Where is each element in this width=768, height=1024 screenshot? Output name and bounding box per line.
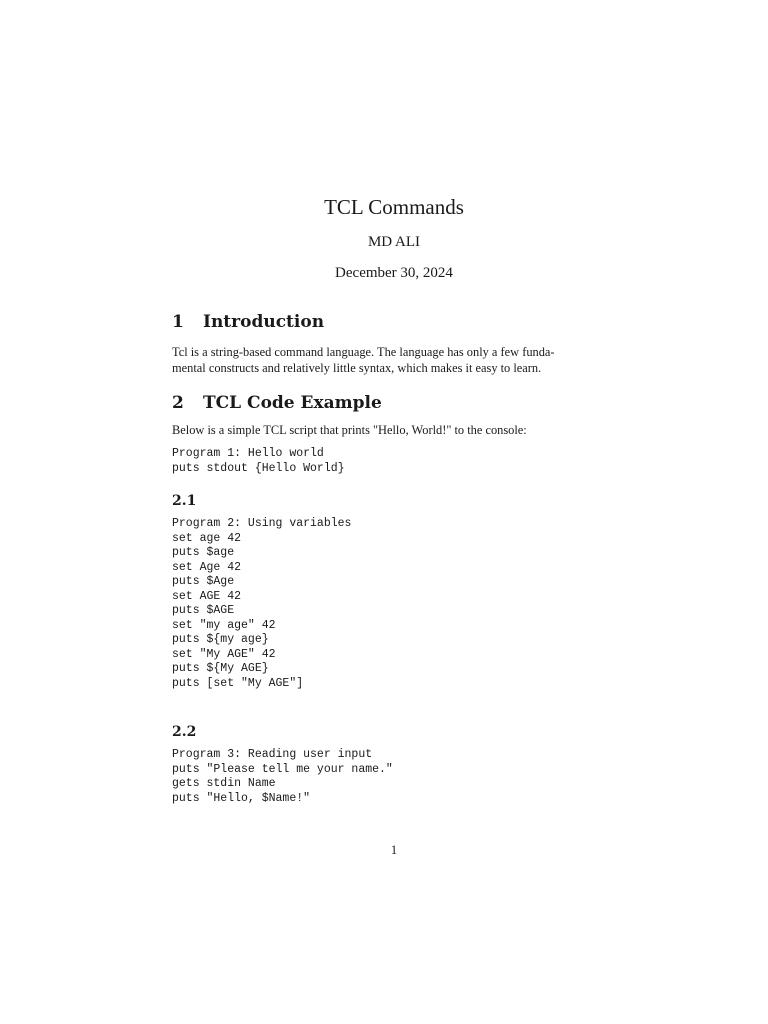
section-title: Introduction <box>203 312 325 332</box>
code-line: set "my age" 42 <box>172 618 276 632</box>
code-example-paragraph <box>172 422 618 438</box>
section-number: 2 <box>172 393 184 413</box>
code-line: puts "Hello, $Name!" <box>172 791 311 805</box>
section-title: TCL Code Example <box>203 393 382 413</box>
code-block-program-2 <box>172 517 351 691</box>
code-line: puts [set "My AGE"] <box>172 676 304 690</box>
code-line: set "My AGE" 42 <box>172 647 276 661</box>
paragraph-line: mental constructs and relatively little syntax, which makes it easy to learn. <box>172 361 542 375</box>
code-line: puts $Age <box>172 575 235 588</box>
introduction-paragraph <box>172 344 618 376</box>
section-heading-tcl-code-example <box>172 392 382 414</box>
subsection-heading-2-2: 2.2 <box>172 724 197 740</box>
paragraph-line: Below is a simple TCL script that prints "Hello, World!" to the console: <box>172 423 527 437</box>
section-heading-introduction <box>172 311 324 333</box>
paragraph-line: Tcl is a string-based command language. The language has only a few funda- <box>172 345 555 359</box>
code-line: Program 2: Using variables <box>172 517 352 530</box>
code-line: puts "Please tell me your name." <box>172 762 393 776</box>
code-line: puts $AGE <box>172 604 235 617</box>
code-line: Program 1: Hello world <box>172 447 324 460</box>
code-line: puts ${My AGE} <box>172 662 269 675</box>
code-line: puts ${my age} <box>172 633 269 646</box>
code-line: set AGE 42 <box>172 589 242 603</box>
document-author: MD ALI <box>367 234 421 250</box>
code-line: puts stdout {Hello World} <box>172 461 345 475</box>
code-line: puts $age <box>172 546 235 559</box>
code-block-program-3 <box>172 748 393 806</box>
code-line: gets stdin Name <box>172 777 276 790</box>
code-block-program-1 <box>172 447 345 476</box>
document-title: TCL Commands <box>324 195 464 219</box>
document-date: December 30, 2024 <box>335 265 453 281</box>
code-line: set age 42 <box>172 531 242 545</box>
code-line: Program 3: Reading user input <box>172 748 373 761</box>
subsection-heading-2-1: 2.1 <box>172 493 197 509</box>
section-number: 1 <box>172 312 184 332</box>
code-line: set Age 42 <box>172 560 242 574</box>
page-number: 1 <box>390 843 398 857</box>
